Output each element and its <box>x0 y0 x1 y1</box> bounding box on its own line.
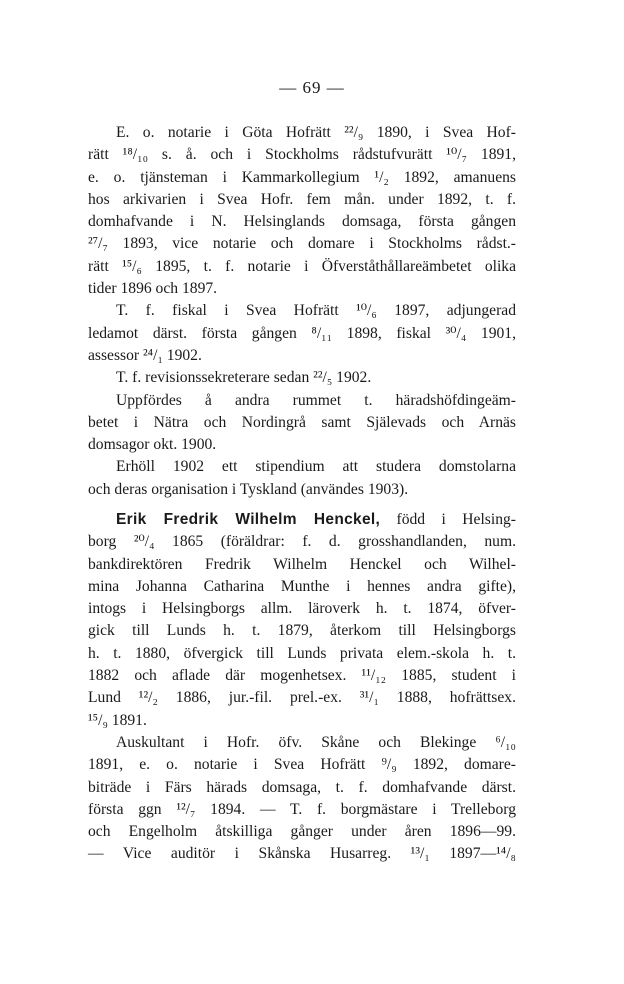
paragraph-line: Uppfördes å andra rummet t. häradshöfdingeäm- <box>116 391 516 409</box>
paragraph-line: rätt ¹⁵/₆ 1895, t. f. notarie i Öfverståthållareämbetet olika <box>88 257 516 275</box>
paragraph-line: domsagor okt. 1900. <box>88 436 217 454</box>
paragraph-line: ledamot därst. första gången ⁸/₁₁ 1898, fiskal ³⁰/₄ 1901, <box>88 324 516 342</box>
paragraph-line: h. t. 1880, öfvergick till Lunds privata elem.-skola h. t. <box>88 644 516 662</box>
paragraph-line: T. f. revisionssekreterare sedan ²²/₅ 1902. <box>116 369 372 387</box>
paragraph-line: gick till Lunds h. t. 1879, återkom till Helsingborgs <box>88 622 516 640</box>
paragraph-line: tider 1896 och 1897. <box>88 280 218 298</box>
paragraph-line: första ggn ¹²/₇ 1894. — T. f. borgmästare i Trelleborg <box>88 800 516 818</box>
paragraph-line: 1882 och aflade där mogenhetsex. ¹¹/₁₂ 1885, student i <box>88 667 516 685</box>
paragraph-line: rätt ¹⁸/₁₀ s. å. och i Stockholms rådstufvurätt ¹⁰/₇ 1891, <box>88 146 516 164</box>
paragraph-line: hos arkivarien i Svea Hofr. fem mån. under 1892, t. f. <box>88 190 516 208</box>
paragraph-line: T. f. fiskal i Svea Hofrätt ¹⁰/₆ 1897, adjungerad <box>116 302 516 320</box>
paragraph-line: assessor ²⁴/₁ 1902. <box>88 346 202 364</box>
paragraph-line: Erhöll 1902 ett stipendium att studera domstolarna <box>116 458 516 476</box>
paragraph-line: bankdirektören Fredrik Wilhelm Henckel och Wilhel- <box>88 555 516 573</box>
paragraph-line: 1891, e. o. notarie i Svea Hofrätt ⁹/₉ 1892, domare- <box>88 756 516 774</box>
biography-heading-line <box>88 509 516 531</box>
paragraph-line: mina Johanna Catharina Munthe i hennes andra gifte), <box>88 577 516 595</box>
paragraph-line: Auskultant i Hofr. öfv. Skåne och Blekinge ⁶/₁₀ <box>116 733 516 751</box>
paragraph-line: och Engelholm åtskilliga gånger under åren 1896—99. <box>88 823 516 841</box>
paragraph-line: E. o. notarie i Göta Hofrätt ²²/₉ 1890, i Svea Hof- <box>116 124 516 141</box>
text-block-upper <box>88 122 516 501</box>
paragraph-line: ¹⁵/₉ 1891. <box>88 711 147 729</box>
paragraph-line: — Vice auditör i Skånska Husarreg. ¹³/₁ 1897—¹⁴/₈ <box>88 845 516 863</box>
page-number: — 69 — <box>279 78 345 97</box>
paragraph-line: intogs i Helsingborgs allm. läroverk h. t. 1874, öfver- <box>88 600 516 618</box>
paragraph-line: betet i Nätra och Nordingrå samt Själevads och Arnäs <box>88 413 516 431</box>
paragraph-line: Lund ¹²/₂ 1886, jur.-fil. prel.-ex. ³¹/₁ 1888, hofrättsex. <box>88 689 516 707</box>
paragraph-line: biträde i Färs härads domsaga, t. f. domhafvande därst. <box>88 778 516 796</box>
text-block-lower <box>88 509 516 866</box>
paragraph-line: och deras organisation i Tyskland (användes 1903). <box>88 480 409 498</box>
heading-rest: född i Helsing- <box>380 511 516 528</box>
paragraph-line: ²⁷/₇ 1893, vice notarie och domare i Stockholms rådst.- <box>88 235 516 253</box>
paragraph-line: e. o. tjänsteman i Kammarkollegium ¹/₂ 1892, amanuens <box>88 168 516 186</box>
paragraph-line: domhafvande i N. Helsinglands domsaga, första gången <box>88 213 516 231</box>
person-name: Erik Fredrik Wilhelm Henckel, <box>116 511 381 528</box>
paragraph-line: borg ²⁰/₄ 1865 (föräldrar: f. d. grosshandlanden, num. <box>88 533 516 551</box>
